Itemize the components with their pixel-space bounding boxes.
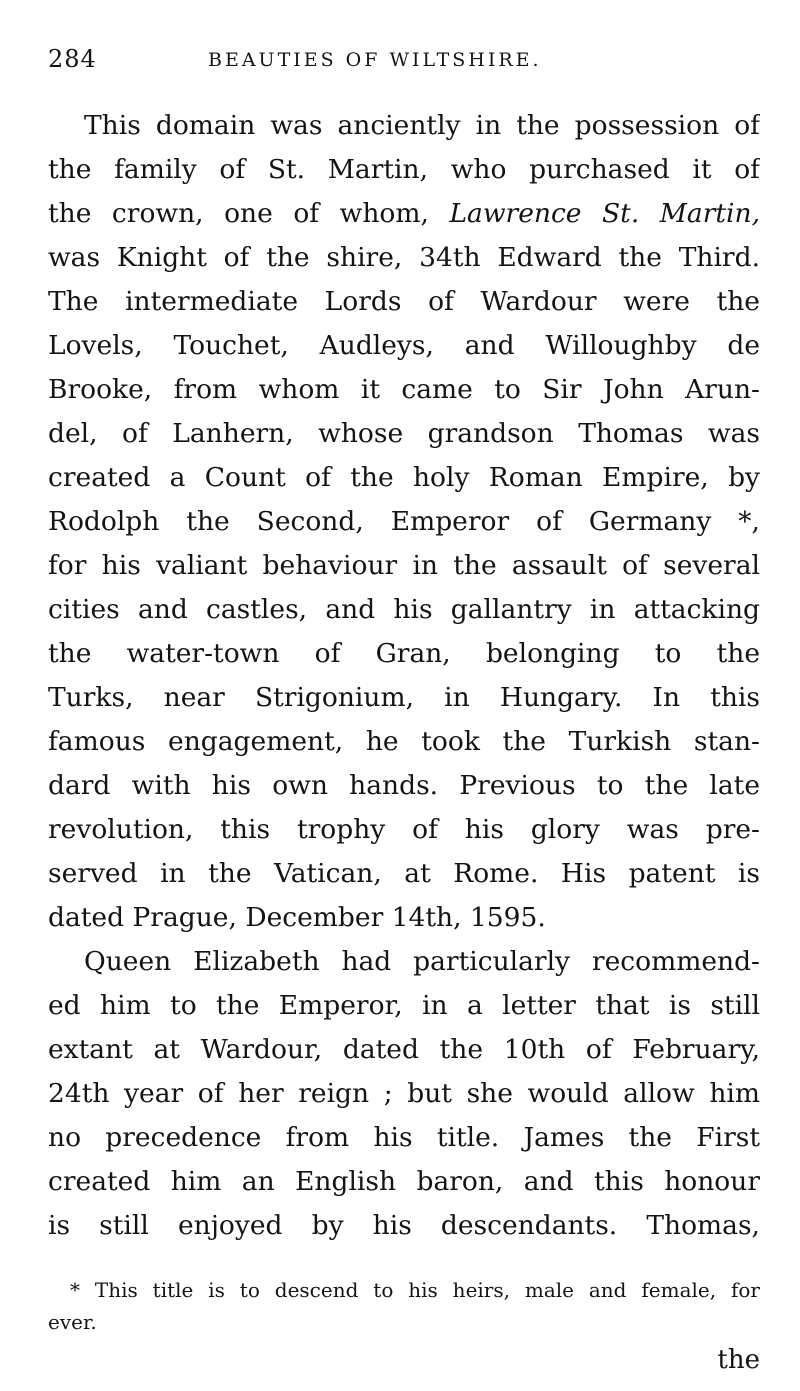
body-text bbox=[48, 104, 760, 1248]
text-line: Turks, near Strigonium, in Hungary. In this bbox=[48, 682, 760, 713]
text-line: Lovels, Touchet, Audleys, and Willoughby de bbox=[48, 330, 760, 361]
catchword: the bbox=[717, 1345, 760, 1375]
text-line: dated Prague, December 14th, 1595. bbox=[48, 902, 546, 933]
italic-name: Lawrence St. Martin, bbox=[449, 198, 760, 229]
text-line: ed him to the Emperor, in a letter that is still bbox=[48, 990, 760, 1021]
text-line: was Knight of the shire, 34th Edward the Third. bbox=[48, 242, 760, 273]
text-line: revolution, this trophy of his glory was pre- bbox=[48, 814, 760, 845]
text-line: extant at Wardour, dated the 10th of February, bbox=[48, 1034, 760, 1065]
page-number: 284 bbox=[48, 45, 97, 73]
text-line: no precedence from his title. James the First bbox=[48, 1122, 760, 1153]
text-line: is still enjoyed by his descendants. Thomas, bbox=[48, 1210, 760, 1241]
text-line: for his valiant behaviour in the assault of several bbox=[48, 550, 760, 581]
text-line: served in the Vatican, at Rome. His patent is bbox=[48, 858, 760, 889]
text-line: 24th year of her reign ; but she would allow him bbox=[48, 1078, 760, 1109]
text-line: famous engagement, he took the Turkish stan- bbox=[48, 726, 760, 757]
text-line: the water-town of Gran, belonging to the bbox=[48, 638, 760, 669]
text-line-start: the crown, one of whom, bbox=[48, 198, 429, 229]
footnote-line: * This title is to descend to his heirs, male and female, for bbox=[70, 1278, 760, 1302]
text-line: This domain was anciently in the possession of bbox=[84, 110, 760, 141]
text-line: cities and castles, and his gallantry in attacking bbox=[48, 594, 760, 625]
footnote bbox=[48, 1274, 760, 1338]
text-line: the family of St. Martin, who purchased it of bbox=[48, 154, 760, 185]
footnote-line: ever. bbox=[48, 1310, 97, 1334]
text-line: dard with his own hands. Previous to the late bbox=[48, 770, 760, 801]
text-line: The intermediate Lords of Wardour were the bbox=[48, 286, 760, 317]
running-head: BEAUTIES OF WILTSHIRE. bbox=[208, 49, 542, 71]
text-line: Rodolph the Second, Emperor of Germany *, bbox=[48, 506, 760, 537]
text-line: Brooke, from whom it came to Sir John Arun- bbox=[48, 374, 760, 405]
text-line: created him an English baron, and this honour bbox=[48, 1166, 760, 1197]
text-line: created a Count of the holy Roman Empire, by bbox=[48, 462, 760, 493]
text-line bbox=[48, 192, 760, 236]
text-line: Queen Elizabeth had particularly recommend- bbox=[84, 946, 760, 977]
page-header bbox=[48, 44, 760, 84]
text-line: del, of Lanhern, whose grandson Thomas was bbox=[48, 418, 760, 449]
